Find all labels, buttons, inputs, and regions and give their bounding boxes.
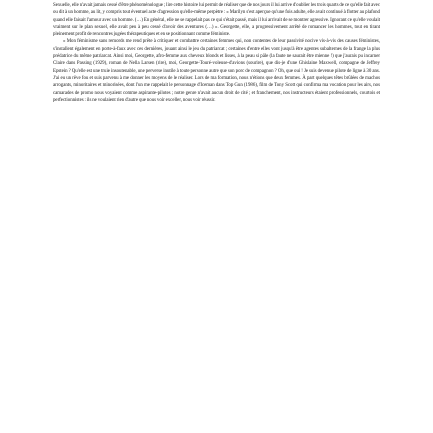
- paragraph-1: Sexuelle, elle n'avait jamais cessé d'être phénoménologue ; lire cette histoire lui permit de réaliser que de nos jours il lui arrive d'oublier les trois quarts de ce qu'elle fait avec ou dit à un homme, au lit, y compris tout éventuel acte d'agression qu'elle-même perpètre : « Marilyn s'est aperçue qu'une fois adulte, elle avait continué à flotter au plafond quand elle faisait l'amour avec un homme. (…) En général, elle ne se rappelait pas ce qui s'était passé, mais il lui arrivait de se montrer agressive. Ignorant ce qu'elle voulait vraiment sur le plan sexuel, elle avait peu à peu cessé d'avoir des aventures (…) ». Georgette, elle, a progressivement arrêté de romancer les hommes, tout en tirant pleinement profit de rencontres jugées thérapeutiques et en se positionnant comme féministe.: [53, 3, 380, 38]
- text-column: [53, 2, 380, 104]
- paragraph-2: « Mon féminisme sans remords me rend prête à critiquer et combattre certaines femmes qui, non contentes de leur passivité nocive vis-à-vis des causes féministes, s'installent également en porte-à-faux avec ces dernières, jouant ainsi le jeu du patriarcat ; certaines d'entre elles vont jusqu'à être agentes subalternes de la frange la plus prédatrice du même patriarcat. Ainsi moi, Georgette, afro-femme aux cheveux blonds et lisses, à la peau si pâle (la faute ne saurait être mienne !) que j'aurais pu incarner Claire dans Passing (1929), roman de Nella Larsen (rire), moi, Georgette-Touré-voleuse-d'avions (sourire), que dis-je d'une Ghislaine Maxwell, compagne de Jeffrey Epstein ? Qu'elle est une truie insoutenable, une perverse inutile à toute personne autre que son porc de compagnon ? Oh, que oui ! Je suis devenue pilote de ligne à 30 ans. J'ai eu un rêve fou et suis parvenu à me donner les moyens de le réaliser. Lors de ma formation, nous n'étions que deux femmes. À part quelques têtes brûlées de machos arrogants, minoritaires et minorisées, dont l'un me rappelait le personnage d'Iceman dans Top Gun (1986), film de Tony Scott qui confirma ma vocation pour les airs, nos camarades de promo nous voyaient comme aspirante-pilotes ; notre genre n'avait aucun droit de cité ; et franchement, nos instructeurs étaient professionnels, courtois et perfectionnistes : ils ne voulaient rien d'autre que nous voir exceller, nous voir réussir.: [53, 39, 380, 103]
